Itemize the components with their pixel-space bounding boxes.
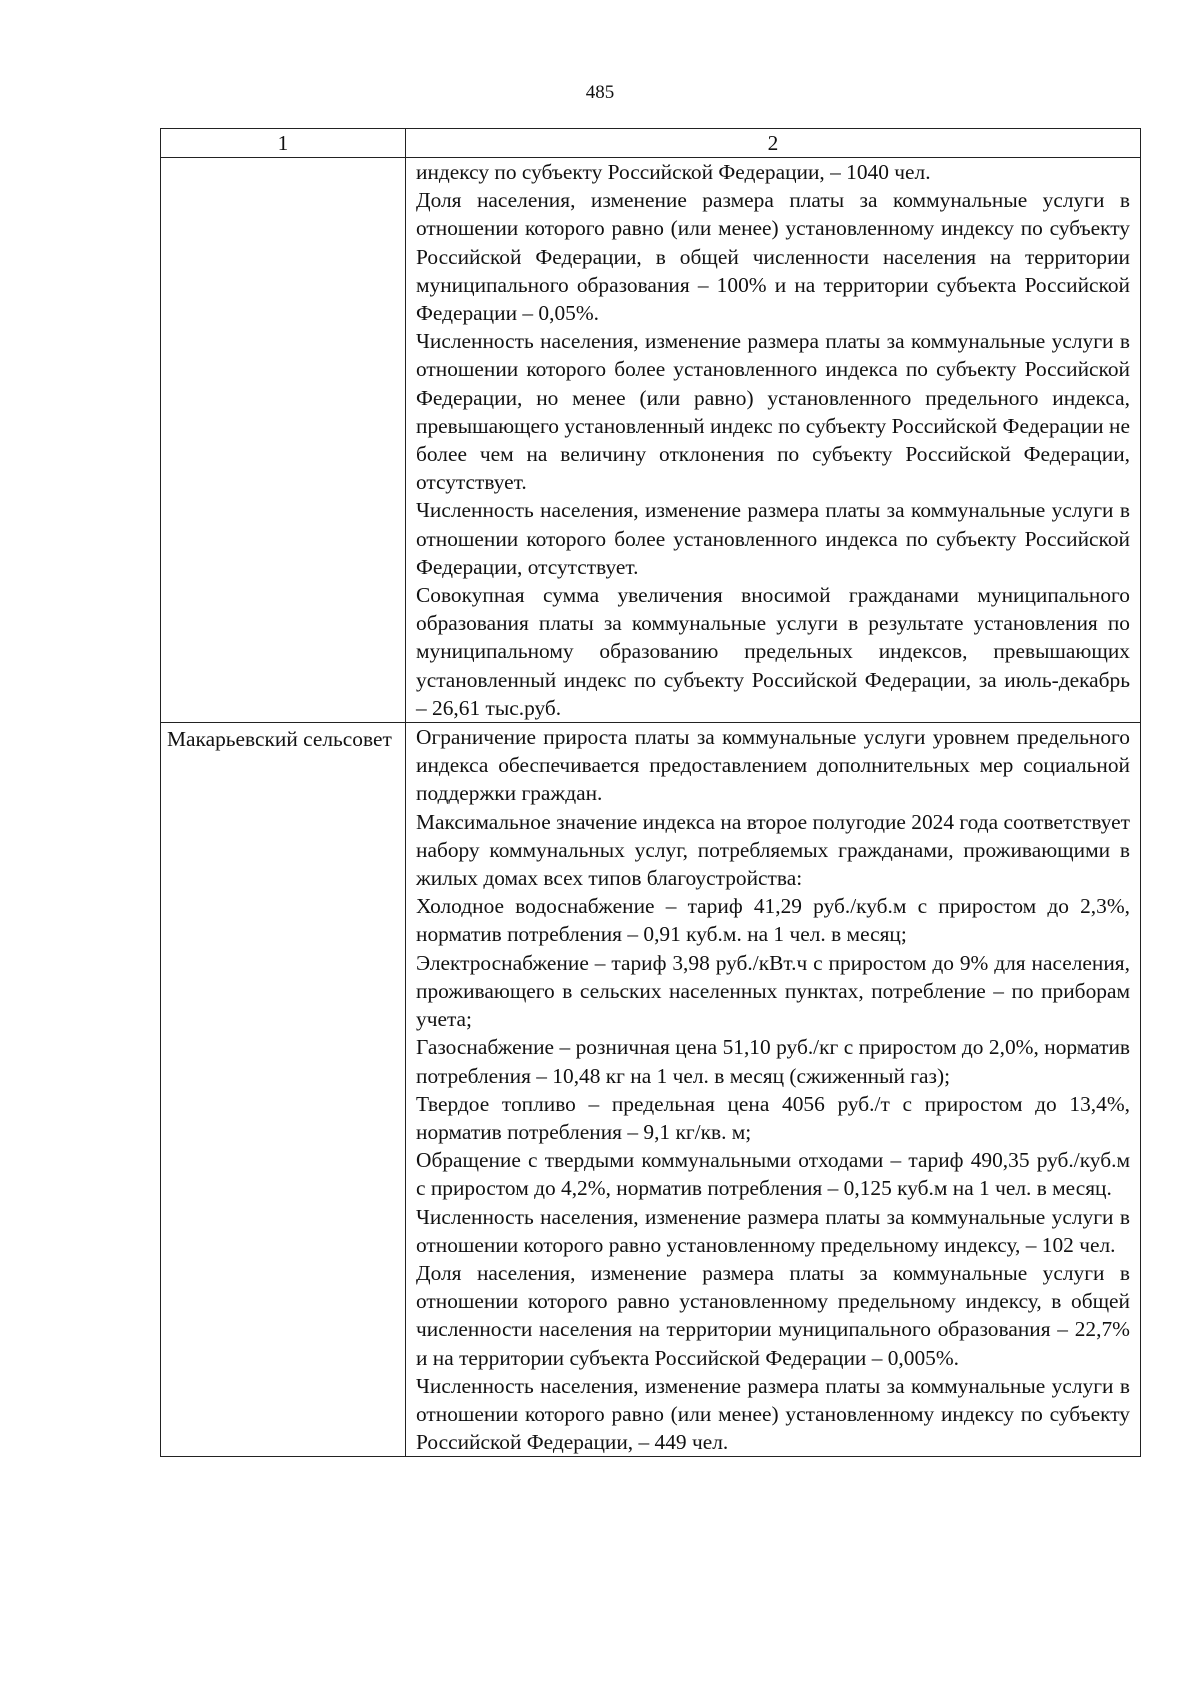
- page-number: 485: [585, 82, 615, 103]
- table-row: [161, 723, 1141, 1457]
- paragraph: Доля населения, изменение размера платы за коммунальные услуги в отношении которого равно (или менее) установленному индексу по субъекту Российской Федерации, в общей численности населения на территории муниципального образования – 100% и на территории субъекта Российской Федерации – 0,05%.: [416, 188, 1130, 326]
- paragraph: Численность населения, изменение размера платы за коммунальные услуги в отношении которого более установленного индекса по субъекту Российской Федерации, но менее (или равно) установленного предельного индекса, превышающего установленный индекс по субъекту Российской Федерации не более чем на величину отклонения по субъекту Российской Федерации, отсутствует.: [416, 329, 1130, 495]
- region-cell: Макарьевский сельсовет: [161, 723, 406, 1457]
- table-row: [161, 158, 1141, 723]
- content-cell: [406, 723, 1141, 1457]
- paragraph: Газоснабжение – розничная цена 51,10 руб./кг с приростом до 2,0%, норматив потребления – 10,48 кг на 1 чел. в месяц (сжиженный газ);: [416, 1035, 1130, 1088]
- column-header-1: 1: [161, 129, 406, 158]
- paragraph: Совокупная сумма увеличения вносимой гражданами муниципального образования платы за коммунальные услуги в результате установления по муниципальному образованию предельных индексов, превышающих установленный индекс по субъекту Российской Федерации, за июль-декабрь – 26,61 тыс.руб.: [416, 583, 1130, 720]
- paragraph: Холодное водоснабжение – тариф 41,29 руб./куб.м с приростом до 2,3%, норматив потребления – 0,91 куб.м. на 1 чел. в месяц;: [416, 894, 1130, 947]
- paragraph: Численность населения, изменение размера платы за коммунальные услуги в отношении которого более установленного индекса по субъекту Российской Федерации, отсутствует.: [416, 498, 1130, 579]
- indices-table: [160, 128, 1141, 1457]
- paragraph: Ограничение прироста платы за коммунальные услуги уровнем предельного индекса обеспечивается предоставлением дополнительных мер социальной поддержки граждан.: [416, 725, 1130, 806]
- region-cell: [161, 158, 406, 723]
- paragraph: индексу по субъекту Российской Федерации, – 1040 чел.: [416, 160, 931, 184]
- paragraph: Численность населения, изменение размера платы за коммунальные услуги в отношении которого равно установленному предельному индексу, – 102 чел.: [416, 1204, 1130, 1257]
- paragraph: Твердое топливо – предельная цена 4056 руб./т с приростом до 13,4%, норматив потребления – 9,1 кг/кв. м;: [416, 1091, 1130, 1144]
- paragraph: Доля населения, изменение размера платы за коммунальные услуги в отношении которого равно установленному предельному индексу, в общей численности населения на территории муниципального образования – 22,7% и на территории субъекта Российской Федерации – 0,005%.: [416, 1260, 1130, 1370]
- paragraph: Максимальное значение индекса на второе полугодие 2024 года соответствует набору коммунальных услуг, потребляемых гражданами, проживающими в жилых домах всех типов благоустройства:: [416, 809, 1130, 891]
- paragraph: Обращение с твердыми коммунальными отходами – тариф 490,35 руб./куб.м с приростом до 4,2%, норматив потребления – 0,125 куб.м на 1 чел. в месяц.: [416, 1148, 1130, 1201]
- paragraph: Численность населения, изменение размера платы за коммунальные услуги в отношении которого равно (или менее) установленному индексу по субъекту Российской Федерации, – 449 чел.: [416, 1373, 1130, 1455]
- content-cell: [406, 158, 1141, 723]
- table-header-row: [161, 129, 1141, 158]
- column-header-2: 2: [406, 129, 1141, 158]
- paragraph: Электроснабжение – тариф 3,98 руб./кВт.ч с приростом до 9% для населения, проживающего в сельских населенных пунктах, потребление – по приборам учета;: [416, 950, 1130, 1032]
